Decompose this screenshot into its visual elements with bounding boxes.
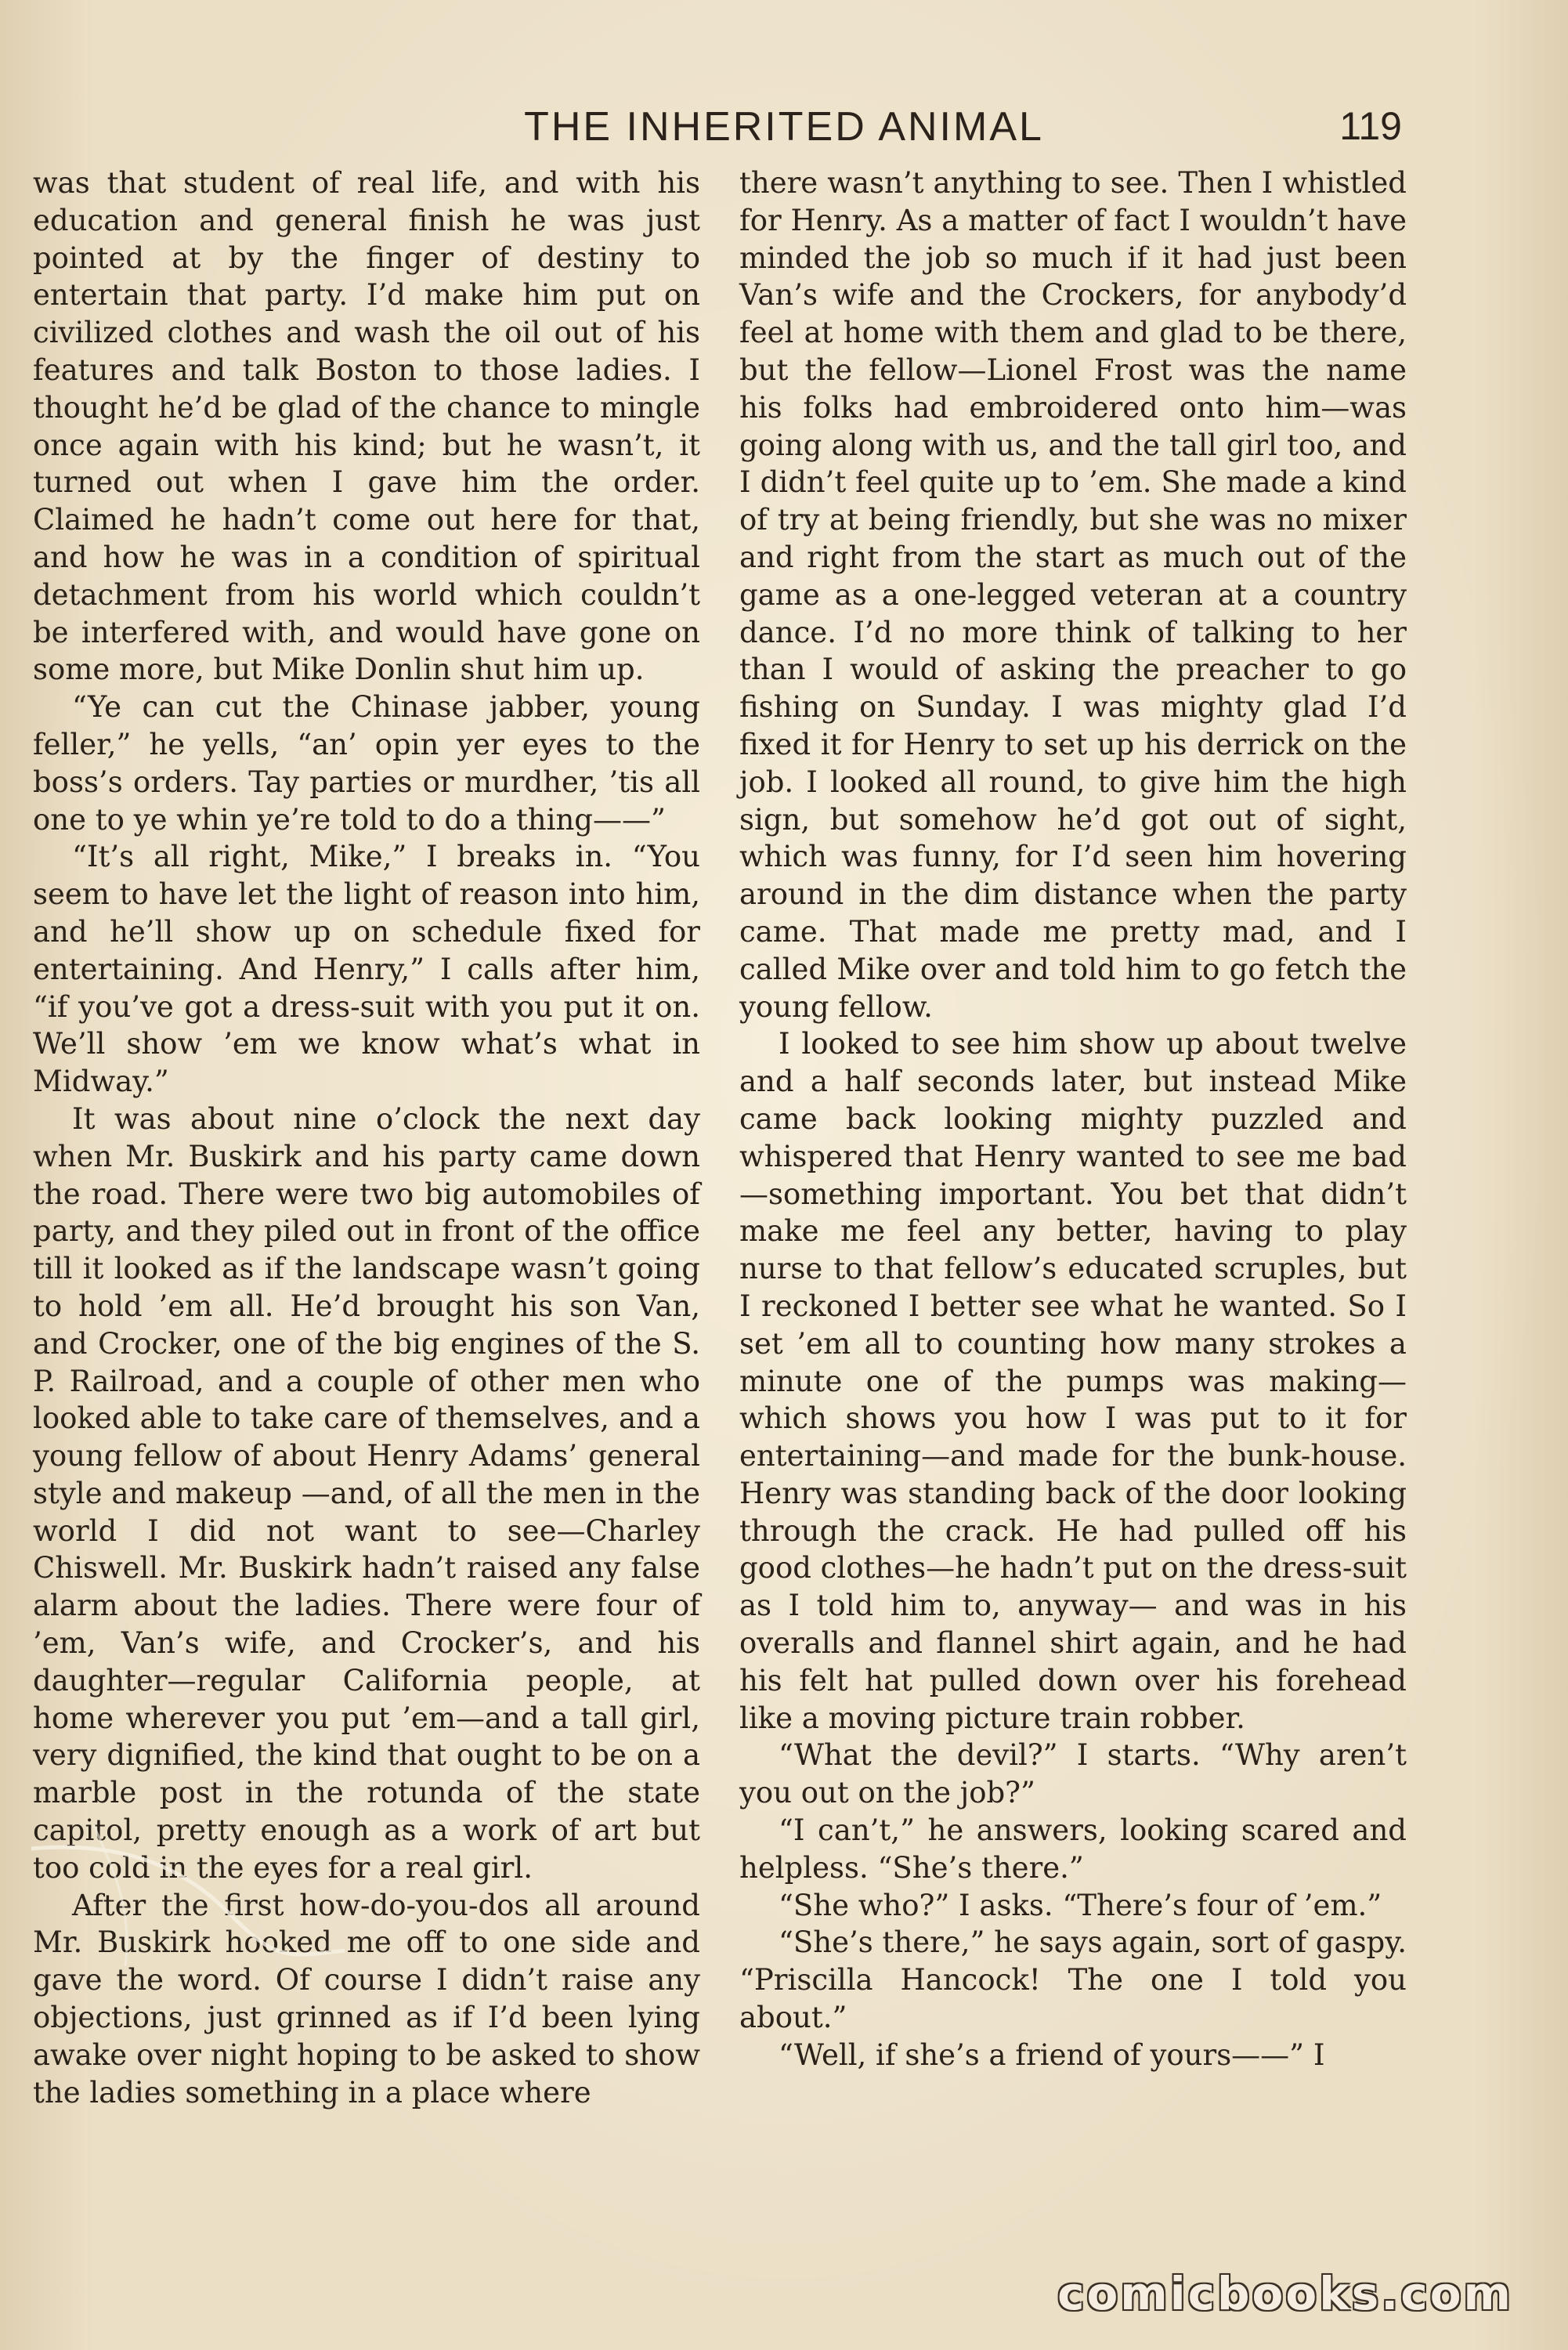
paragraph: “I can’t,” he answers, looking scared and helpless. “She’s there.” (739, 1813, 1407, 1885)
paragraph: It was about nine o’clock the next day when Mr. Buskirk and his party came down the road. There were two big automobiles of party, and they piled out in front of the office till it looked as if the landscape wasn’t going to hold ’em all. He’d brought his son Van, and Crocker, one of the big engines of the S. P. Railroad, and a couple of other men who looked able to take care of themselves, and a young fellow of about Henry Adams’ general style and makeup —and, of all the men in the world I did not want to see—Charley Chiswell. Mr. Buskirk hadn’t raised any false alarm about the ladies. There were four of ’em, Van’s wife, and Crocker’s, and his daughter—regular California people, at home wherever you put ’em—and a tall girl, very dignified, the kind that ought to be on a marble post in the rotunda of the state capitol, pretty enough as a work of art but too cold in the eyes for a real girl. (33, 1101, 700, 1885)
page-number: 119 (1339, 104, 1402, 148)
paragraph: “It’s all right, Mike,” I breaks in. “You seem to have let the light of reason into him, and he’ll show up on schedule fixed for entertaining. And Henry,” I calls after him, “if you’ve got a dress-suit with you put it on. We’ll show ’em we know what’s what in Midway.” (33, 840, 700, 1099)
paragraph: “She who?” I asks. “There’s four of ’em.” (779, 1888, 1382, 1922)
paragraph: was that student of real life, and with his education and general finish he was just pointed at by the finger of destiny to entertain that party. I’d make him put on civilized clothes and wash the oil out of his features and talk Boston to those ladies. I thought he’d be glad of the chance to mingle once again with his kind; but he wasn’t, it turned out when I gave him the order. Claimed he hadn’t come out here for that, and how he was in a condition of spiritual detachment from his world which couldn’t be interfered with, and would have gone on some more, but Mike Donlin shut him up. (33, 166, 700, 687)
running-head (0, 103, 1568, 158)
paragraph: I looked to see him show up about twelve and a half seconds later, but instead Mike came back looking mighty puzzled and whispered that Henry wanted to see me bad—something important. You bet that didn’t make me feel any better, having to play nurse to that fellow’s educated scruples, but I reckoned I better see what he wanted. So I set ’em all to counting how many strokes a minute one of the pumps was making—which shows you how I was put to it for entertaining—and made for the bunk-house. Henry was standing back of the door looking through the crack. He had pulled off his good clothes—he hadn’t put on the dress-suit as I told him to, anyway— and was in his overalls and flannel shirt again, and he had his felt hat pulled down over his forehead like a moving picture train robber. (739, 1027, 1407, 1735)
paragraph: “Ye can cut the Chinase jabber, young feller,” he yells, “an’ opin yer eyes to the boss’s orders. Tay parties or murdher, ’tis all one to ye whin ye’re told to do a thing——” (33, 690, 700, 837)
running-title: THE INHERITED ANIMAL (524, 104, 1044, 150)
left-column (33, 164, 700, 2201)
paragraph: “She’s there,” he says again, sort of gaspy. “Priscilla Hancock! The one I told you about.” (739, 1925, 1407, 2035)
right-column (739, 164, 1407, 2201)
paragraph: “What the devil?” I starts. “Why aren’t you out on the job?” (739, 1738, 1407, 1810)
paragraph: there wasn’t anything to see. Then I whistled for Henry. As a matter of fact I wouldn’t have minded the job so much if it had just been Van’s wife and the Crockers, for anybody’d feel at home with them and glad to be there, but the fellow—Lionel Frost was the name his folks had embroidered onto him—was going along with us, and the tall girl too, and I didn’t feel quite up to ’em. She made a kind of try at being friendly, but she was no mixer and right from the start as much out of the game as a one-legged veteran at a country dance. I’d no more think of talking to her than I would of asking the preacher to go fishing on Sunday. I was mighty glad I’d fixed it for Henry to set up his derrick on the job. I looked all round, to give him the high sign, but somehow he’d got out of sight, which was funny, for I’d seen him hovering around in the dim distance when the party came. That made me pretty mad, and I called Mike over and told him to go fetch the young fellow. (739, 166, 1407, 1024)
paragraph: “Well, if she’s a friend of yours——” I (779, 2037, 1325, 2072)
watermark: comicbooks.com (1057, 2267, 1513, 2320)
paragraph: After the first how-do-you-dos all around Mr. Buskirk hooked me off to one side and gave the word. Of course I didn’t raise any objections, just grinned as if I’d been lying awake over night hoping to be asked to show the ladies something in a place where (33, 1888, 700, 2110)
